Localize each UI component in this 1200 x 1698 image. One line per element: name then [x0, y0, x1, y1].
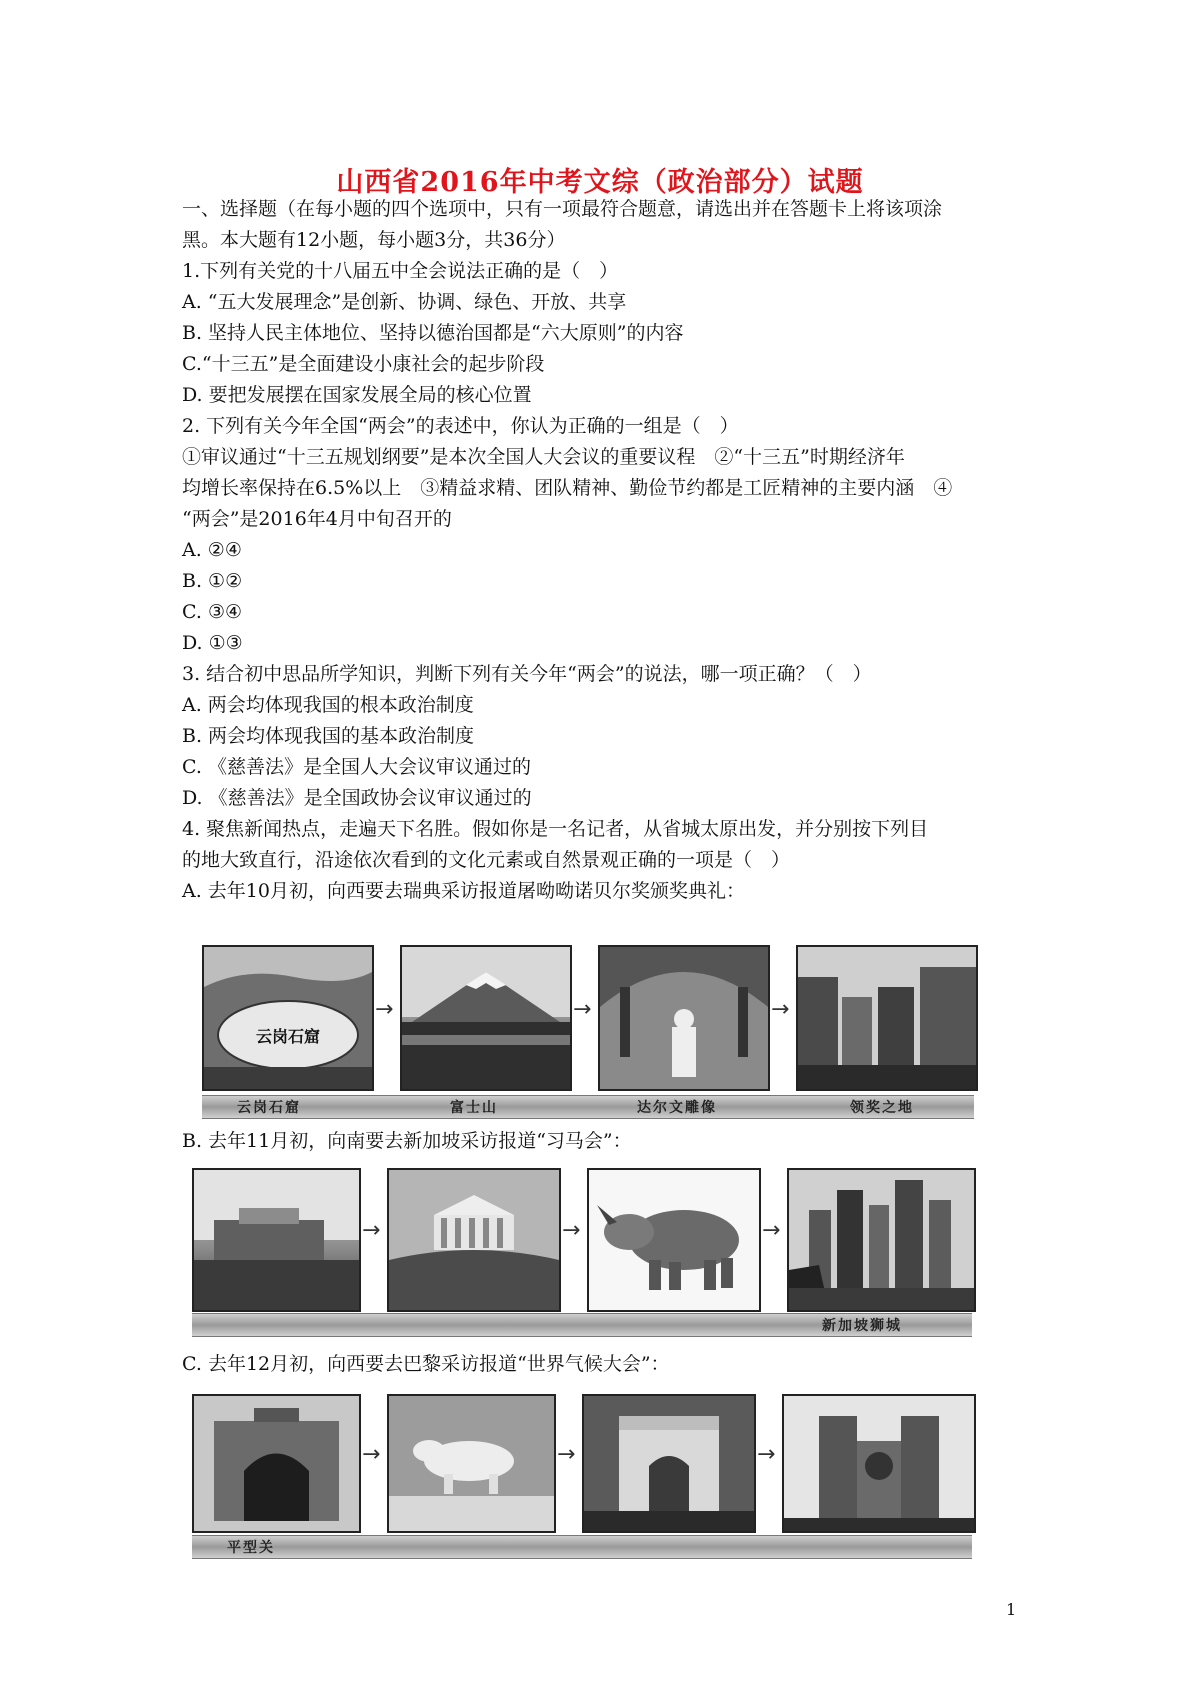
q4-option-a: A. 去年10月初，向西要去瑞典采访报道屠呦呦诺贝尔奖颁奖典礼： — [182, 880, 745, 902]
q2-option-c: C. ③④ — [182, 601, 243, 623]
q2-option-b: B. ①② — [182, 570, 243, 592]
caption-singapore: 新加坡狮城 — [822, 1318, 902, 1334]
darwin-statue-photo — [598, 945, 770, 1091]
award-venue-photo — [796, 945, 978, 1091]
arrow-right-icon: → — [757, 1442, 776, 1467]
mount-fuji-photo — [400, 945, 572, 1091]
arrow-right-icon: → — [557, 1442, 576, 1467]
arrow-right-icon: → — [762, 1218, 781, 1243]
arrow-right-icon: → — [375, 997, 394, 1022]
arrow-right-icon: → — [771, 997, 790, 1022]
parthenon-photo — [387, 1168, 561, 1312]
q1-option-c: C.“十三五”是全面建设小康社会的起步阶段 — [182, 353, 545, 375]
potala-palace-photo — [192, 1168, 361, 1312]
caption-fuji: 富士山 — [450, 1100, 498, 1116]
caption-pingxingguan: 平型关 — [227, 1540, 275, 1556]
option-b-line-wrap — [182, 1126, 1022, 1157]
pingxingguan-gate-photo — [192, 1394, 361, 1533]
option-c-line-wrap — [182, 1349, 1022, 1380]
stone-inscription: 云岗石窟 — [255, 1027, 321, 1046]
q3-option-c: C. 《慈善法》是全国人大会议审议通过的 — [182, 756, 531, 778]
q4-option-c: C. 去年12月初，向西要去巴黎采访报道“世界气候大会”： — [182, 1353, 670, 1375]
q3-stem: 3. 结合初中思品所学知识，判断下列有关今年“两会”的说法，哪一项正确？（ ） — [182, 663, 872, 685]
q3-option-d: D. 《慈善法》是全国政协会议审议通过的 — [182, 787, 532, 809]
q2-option-d: D. ①③ — [182, 632, 243, 654]
question-block-top — [182, 194, 1022, 907]
q2-statement-line-3: “两会”是2016年4月中旬召开的 — [182, 508, 452, 530]
arc-de-triomphe-photo — [582, 1394, 756, 1533]
option-b-image-strip — [182, 1168, 1022, 1343]
section-instructions-line-1: 一、选择题（在每小题的四个选项中，只有一项最符合题意，请选出并在答题卡上将该项涂 — [182, 198, 943, 220]
caption-band — [192, 1535, 972, 1559]
caption-award-venue: 领奖之地 — [850, 1100, 914, 1116]
q1-option-d: D. 要把发展摆在国家发展全局的核心位置 — [182, 384, 532, 406]
q4-stem-line-1: 4. 聚焦新闻热点，走遍天下名胜。假如你是一名记者，从省城太原出发，并分别按下列目 — [182, 818, 929, 840]
q4-stem-line-2: 的地大致直行，沿途依次看到的文化元素或自然景观正确的一项是（ ） — [182, 849, 791, 871]
option-c-image-strip — [182, 1394, 1022, 1569]
page-number: 1 — [1006, 1600, 1017, 1619]
q1-stem: 1.下列有关党的十八届五中全会说法正确的是（ ） — [182, 260, 619, 282]
option-a-image-strip — [182, 945, 1022, 1135]
page-title: 山西省2016年中考文综（政治部分）试题 — [336, 167, 864, 198]
q2-statement-line-1: ①审议通过“十三五规划纲要”是本次全国人大会议的重要议程 ②“十三五”时期经济年 — [182, 446, 905, 468]
arrow-right-icon: → — [362, 1218, 381, 1243]
singapore-skyline-photo — [787, 1168, 976, 1312]
q1-option-a: A. “五大发展理念”是创新、协调、绿色、开放、共享 — [182, 291, 627, 313]
yungang-grottoes-photo — [202, 945, 374, 1091]
q3-option-b: B. 两会均体现我国的基本政治制度 — [182, 725, 475, 747]
q4-option-b: B. 去年11月初，向南要去新加坡采访报道“习马会”： — [182, 1130, 632, 1152]
q2-option-a: A. ②④ — [182, 539, 242, 561]
arrow-right-icon: → — [562, 1218, 581, 1243]
rhinoceros-photo — [587, 1168, 761, 1312]
caption-yungang: 云岗石窟 — [237, 1100, 301, 1116]
q2-statement-line-2: 均增长率保持在6.5%以上 ③精益求精、团队精神、勤俭节约都是工匠精神的主要内涵 ④ — [182, 477, 953, 499]
section-instructions-line-2: 黑。本大题有12小题，每小题3分，共36分） — [182, 229, 566, 251]
q3-option-a: A. 两会均体现我国的根本政治制度 — [182, 694, 474, 716]
arrow-right-icon: → — [573, 997, 592, 1022]
polar-bear-photo — [387, 1394, 556, 1533]
notre-dame-photo — [782, 1394, 976, 1533]
q2-stem: 2. 下列有关今年全国“两会”的表述中，你认为正确的一组是（ ） — [182, 415, 739, 437]
arrow-right-icon: → — [362, 1442, 381, 1467]
q1-option-b: B. 坚持人民主体地位、坚持以德治国都是“六大原则”的内容 — [182, 322, 684, 344]
caption-darwin: 达尔文雕像 — [637, 1100, 717, 1116]
